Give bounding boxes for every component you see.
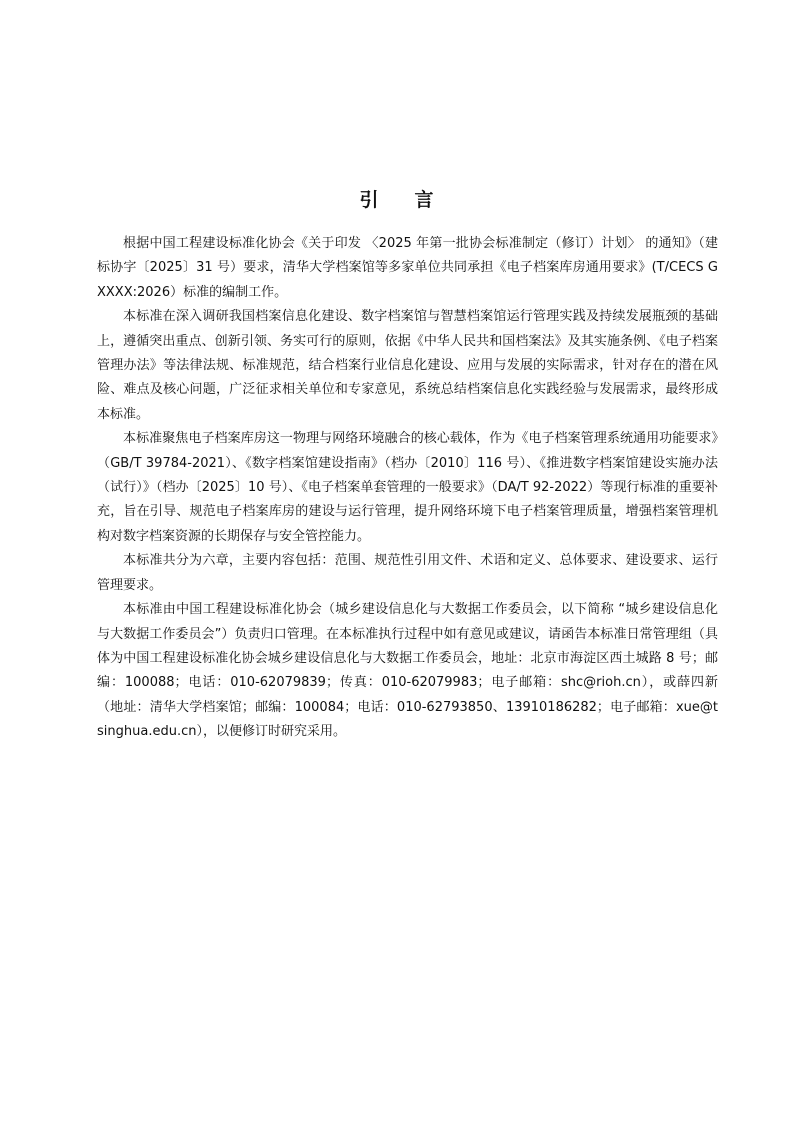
- page-title: 引言: [359, 189, 470, 211]
- paragraph-4: 本标准共分为六章，主要内容包括：范围、规范性引用文件、术语和定义、总体要求、建设要求、运行管理要求。: [97, 553, 718, 593]
- paragraph-5: 本标准由中国工程建设标准化协会（城乡建设信息化与大数据工作委员会，以下简称 “城乡建设信息化与大数据工作委员会”）负责归口管理。在本标准执行过程中如有意见或建议，请函告本标准日常管理组（具体为中国工程建设标准化协会城乡建设信息化与大数据工作委员会，地址：北京市海淀区西土城路 8 号；邮编：100088；电话：010-62079839；传真：010-62079983；电子邮箱：shc@rioh.cn），或薛四新（地址：清华大学档案馆；邮编：100084；电话：010-62793850、13910186282；电子邮箱：xue@tsinghua.edu.cn），以便修订时研究采用。: [97, 602, 718, 740]
- paragraph-1: 根据中国工程建设标准化协会《关于印发 〈2025 年第一批协会标准制定（修订）计划〉 的通知》（建标协字〔2025〕31 号）要求，清华大学档案馆等多家单位共同承担《电子档案库房通用要求》(T/CECS G XXXX:2026）标准的编制工作。: [97, 236, 718, 300]
- paragraph-3: 本标准聚焦电子档案库房这一物理与网络环境融合的核心载体，作为《电子档案管理系统通用功能要求》（GB/T 39784-2021）、《数字档案馆建设指南》（档办〔2010〕116 号）、《推进数字档案馆建设实施办法 （试行）》（档办〔2025〕10 号）、《电子档案单套管理的一般要求》（DA/T 92-2022）等现行标准的重要补充，旨在引导、规范电子档案库房的建设与运行管理，提升网络环境下电子档案管理质量，增强档案管理机构对数字档案资源的长期保存与安全管控能力。: [97, 431, 718, 544]
- paragraph-2: 本标准在深入调研我国档案信息化建设、数字档案馆与智慧档案馆运行管理实践及持续发展瓶颈的基础上，遵循突出重点、创新引领、务实可行的原则，依据《中华人民共和国档案法》及其实施条例、《电子档案管理办法》等法律法规、标准规范，结合档案行业信息化建设、应用与发展的实际需求，针对存在的潜在风险、难点及核心问题，广泛征求相关单位和专家意见，系统总结档案信息化实践经验与发展需求，最终形成本标准。: [97, 309, 718, 422]
- document-body: [97, 232, 718, 745]
